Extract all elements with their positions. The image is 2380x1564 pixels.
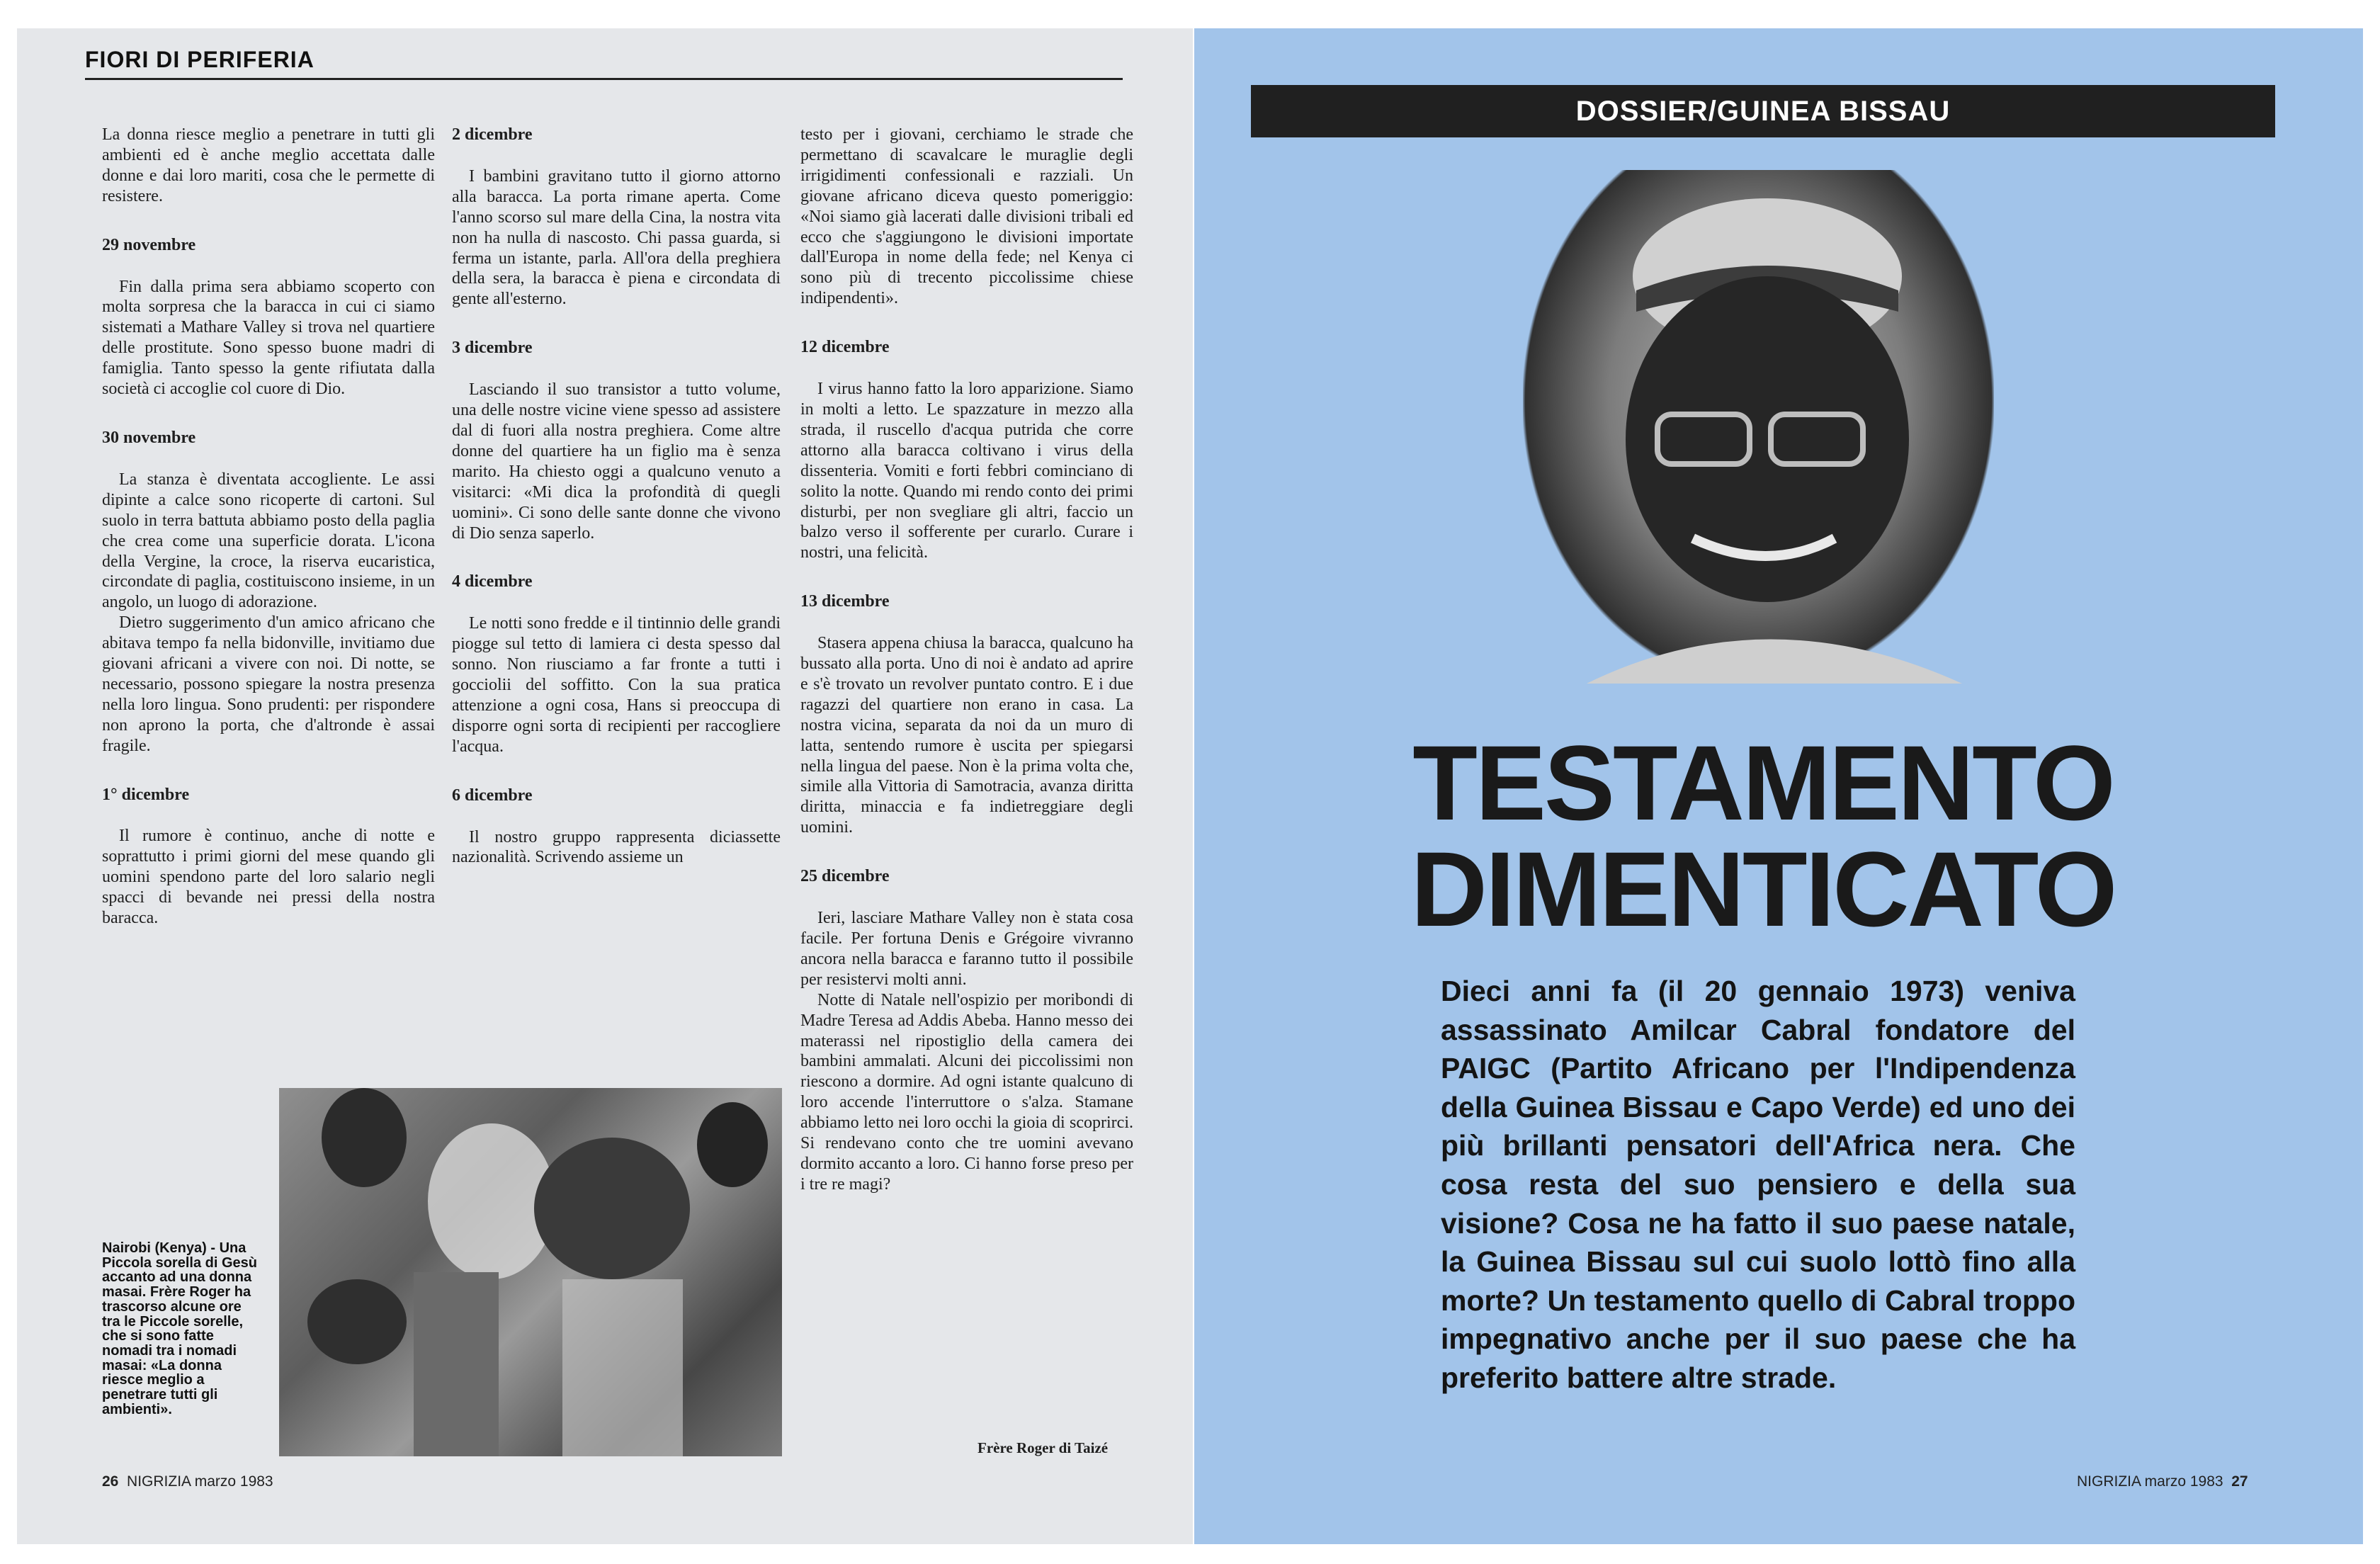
cabral-portrait xyxy=(1523,170,1994,684)
paragraph: Dietro suggerimento d'un amico africano che abitava tempo fa nella bidonville, invitiamo due giovani africani a vivere con noi. Di notte, se necessario, possono spiegare la nostra presenza nella loro lingua. Sono prudenti: per rispondere non aprono la porta, che d'altronde è assai fragile. xyxy=(102,613,435,755)
paragraph: La donna riesce meglio a penetrare in tutti gli ambienti ed è anche meglio accettata dalle donne e dai loro mariti, cosa che le permette di resistere. xyxy=(102,125,435,205)
paragraph: I bambini gravitano tutto il giorno attorno alla baracca. La porta rimane aperta. Come l'anno scorso sul mare della Cina, la nostra vita non ha nulla di nascosto. Chi passa guarda, si ferma un istante, parla. All'ora della preghiera della sera, la baracca è piena e circondata di gente all'esterno. xyxy=(452,166,781,309)
article-column-1 xyxy=(102,125,435,929)
paragraph: Il nostro gruppo rappresenta diciassette nazionalità. Scrivendo assieme un xyxy=(452,827,781,867)
date-heading: 1° dicembre xyxy=(102,785,190,804)
paragraph: I virus hanno fatto la loro apparizione. Siamo in molti a letto. Le spazzature in mezzo alla strada, il ruscello d'acqua putrida che corre attorno alla baracca coltivano i virus della dissenteria. Vomiti e forti febbri cominciano di solito la notte. Quando mi rendo conto dei primi disturbi, per non svegliare gli altri, faccio un balzo verso il sofferente per curarlo. Curare i nostri, una felicità. xyxy=(800,380,1133,562)
page-number: 26 xyxy=(102,1473,119,1490)
masai-women-photo xyxy=(279,1088,782,1456)
date-heading: 12 dicembre xyxy=(800,338,890,357)
photo-caption: Nairobi (Kenya) - Una Piccola sorella di Gesù accanto ad una donna masai. Frère Roger ha trascorso alcune ore tra le Piccole sorelle, che si sono fatte nomadi tra i nomadi masai: «La donna riesce meglio a penetrare tutti gli ambienti». xyxy=(102,1240,257,1417)
page-footer-left xyxy=(102,1473,273,1490)
paragraph: Fin dalla prima sera abbiamo scoperto con molta sorpresa che la baracca in cui ci siamo sistemati a Mathare Valley si trova nel quartiere delle prostitute. Sono spesso buone madri di famiglia. Tanto spesso la gente rifiutata dalla società ci accoglie col cuore di Dio. xyxy=(102,277,435,399)
page-footer-right xyxy=(2077,1473,2248,1490)
paragraph: Stasera appena chiusa la baracca, qualcuno ha bussato alla porta. Uno di noi è andato ad aprire e s'è trovato un revolver puntato contro. E i due ragazzi del quartiere non erano in casa. La nostra vicina, separata da noi da un muro di latta, sentendo rumore è uscita per spiegarsi nella lingua del paese. Non è la prima volta che, simile alla Vittoria di Samotracia, avanza diritta diritta, minaccia e fa indietreggiare degli uomini. xyxy=(800,634,1133,837)
headline-line-1: TESTAMENTO xyxy=(1412,723,2114,842)
paragraph: Notte di Natale nell'ospizio per moribondi di Madre Teresa ad Addis Abeba. Hanno messo dei materassi nel ripostiglio della camera dei bambini ammalati. Alcuni dei piccolissimi non riescono a dormire. Ad ogni istante qualcuno di loro accende l'interruttore o s'alza. Stamane abbiamo letto nei loro occhi la gioia di scoprirci. Si rendevano conto che tre uomini avevano dormito accanto a loro. Ci hanno forse preso per i tre re magi? xyxy=(800,990,1133,1194)
paragraph: Lasciando il suo transistor a tutto volume, una delle nostre vicine viene spesso ad assistere dal di fuori alla nostra preghiera. Come altre donne del quartiere ha un figlio ma è senza marito. Ha chiesto oggi a qualcuno venuto a visitarci: «Mi dica la profondità di quegli uomini». Ci sono delle sante donne che vivono di Dio senza saperlo. xyxy=(452,380,781,543)
paragraph: Le notti sono fredde e il tintinnio delle grandi piogge sul tetto di lamiera ci desta spesso dal sonno. Non riusciamo a far fronte a tutti i gocciolii del soffitto. Con la sua pratica attenzione a ogni cosa, Hans si preoccupa di disporre ogni sorta di recipienti per raccogliere l'acqua. xyxy=(452,614,781,756)
running-title: FIORI DI PERIFERIA xyxy=(85,47,314,72)
date-heading: 3 dicembre xyxy=(452,339,533,358)
portrait-drawing xyxy=(1523,170,1994,684)
magazine-issue: NIGRIZIA marzo 1983 xyxy=(2077,1473,2223,1490)
article-column-3 xyxy=(800,125,1133,1195)
lead-paragraph: Dieci anni fa (il 20 gennaio 1973) veniva assassinato Amilcar Cabral fondatore del PAIGC (Partito Africano per l'Indipendenza della Guinea Bissau e Capo Verde) ed uno dei più brillanti pensatori dell'Africa nera. Che cosa resta del suo pensiero e della sua visione? Cosa ne ha fatto il suo paese natale, la Guinea Bissau sul cui suolo lottò fino alla morte? Un testamento quello di Cabral troppo impegnativo anche per il suo paese che ha preferito battere altre strade. xyxy=(1441,975,2075,1394)
paragraph: La stanza è diventata accogliente. Le assi dipinte a calce sono ricoperte di cartoni. Sul suolo in terra battuta abbiamo posto della paglia che crea come una superficie dorata. L'icona della Vergine, la croce, la riserva eucaristica, circondate di paglia, costituiscono insieme, in un angolo, un luogo di adorazione. xyxy=(102,470,435,612)
paragraph: testo per i giovani, cerchiamo le strade che permettano di scavalcare le muraglie degli irrigidimenti confessionali e razziali. Un giovane africano diceva questo pomeriggio: «Noi siamo già lacerati dalle divisioni tribali ed ecco che s'aggiungono le divisioni importate dall'Europa in nome della fede; nel Kenya ci sono più di trecento piccolissime chiese indipendenti». xyxy=(800,125,1133,308)
page-number: 27 xyxy=(2231,1473,2248,1490)
date-heading: 4 dicembre xyxy=(452,572,533,591)
title-rule xyxy=(85,78,1123,80)
date-heading: 25 dicembre xyxy=(800,867,890,886)
date-heading: 29 novembre xyxy=(102,235,196,254)
magazine-issue: NIGRIZIA marzo 1983 xyxy=(127,1473,273,1490)
article-column-2 xyxy=(452,125,781,868)
paragraph: Il rumore è continuo, anche di notte e soprattutto i primi giorni del mese quando gli uomini spendono parte del loro salario negli spacci di bevande nei pressi della nostra baracca. xyxy=(102,827,435,928)
paragraph: Ieri, lasciare Mathare Valley non è stata cosa facile. Per fortuna Denis e Grégoire vivranno ancora nella baracca e faranno tutto il possibile per resistervi molti anni. xyxy=(800,909,1133,989)
section-banner: DOSSIER/GUINEA BISSAU xyxy=(1251,85,2275,137)
headline-line-2: DIMENTICATO xyxy=(1410,829,2116,948)
date-heading: 30 novembre xyxy=(102,428,196,447)
date-heading: 13 dicembre xyxy=(800,592,890,611)
date-heading: 6 dicembre xyxy=(452,786,533,805)
photo-figures xyxy=(279,1088,782,1456)
author-signature: Frère Roger di Taizé xyxy=(978,1439,1109,1456)
date-heading: 2 dicembre xyxy=(452,125,533,144)
